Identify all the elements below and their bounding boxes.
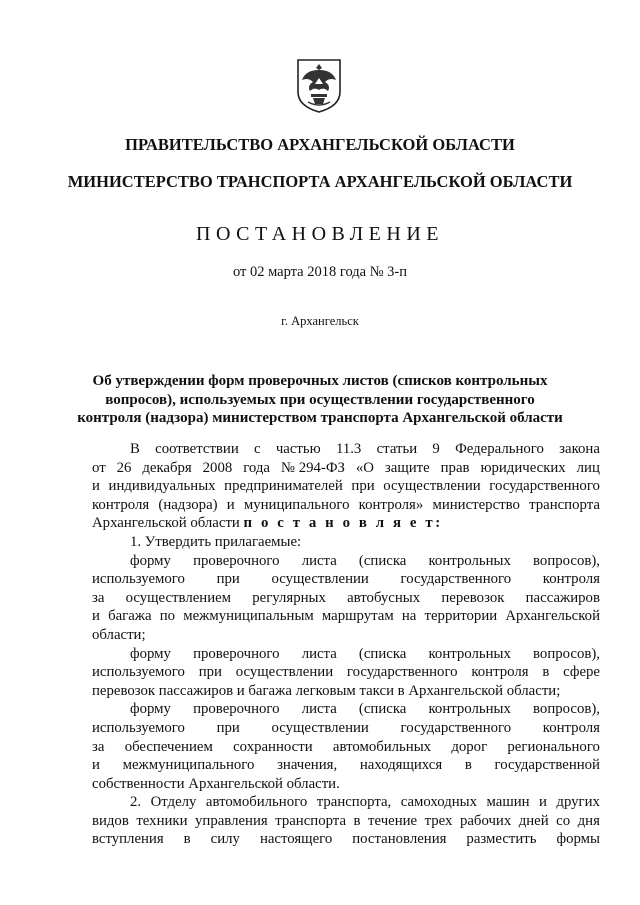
word: Федерального xyxy=(455,441,544,457)
word: декабря xyxy=(142,459,192,476)
word: и xyxy=(92,478,100,495)
word: предпринимателей xyxy=(224,478,343,495)
word: осуществлении xyxy=(235,664,334,681)
word: на xyxy=(401,608,417,625)
word: и xyxy=(539,794,547,811)
word: сфере xyxy=(563,664,600,681)
word: листа xyxy=(301,701,337,718)
document-title xyxy=(0,372,640,428)
word: листа xyxy=(301,645,337,662)
form-3-line xyxy=(92,738,600,757)
word: при xyxy=(216,571,240,588)
word: осуществлением xyxy=(125,589,232,606)
government-heading: ПРАВИТЕЛЬСТВО АРХАНГЕЛЬСКОЙ ОБЛАСТИ xyxy=(125,135,515,154)
preamble-line xyxy=(92,496,600,515)
word: контроля xyxy=(542,571,600,588)
item-2-line xyxy=(92,793,600,812)
word: находящихся xyxy=(359,757,443,774)
title-line: Об утверждении форм проверочных листов (списков контрольных xyxy=(92,373,548,389)
word: используемого xyxy=(92,571,185,588)
word: В xyxy=(130,441,140,457)
word: значения, xyxy=(277,757,338,774)
word: за xyxy=(92,589,105,606)
date-number: от 02 марта 2018 года № 3-п xyxy=(232,264,408,280)
word: (списка xyxy=(358,645,407,662)
word: разместить xyxy=(466,831,537,848)
resolves-keyword: п о с т а н о в л я е т: xyxy=(243,515,443,532)
word: лиц xyxy=(576,459,600,476)
form-3-line xyxy=(92,719,600,738)
word: частью xyxy=(275,441,321,457)
preamble-last-line: Архангельской области п о с т а н о в л я е т: xyxy=(92,515,443,532)
word: «О xyxy=(355,459,374,476)
word: и xyxy=(92,608,100,625)
word: управления xyxy=(195,812,268,829)
word: перевозок xyxy=(441,589,505,606)
word: с xyxy=(254,441,261,457)
form-1-line xyxy=(92,570,600,589)
word: автомобильного xyxy=(205,794,308,811)
word: Отделу xyxy=(150,794,197,811)
word: используемого xyxy=(92,719,185,736)
word: проверочного xyxy=(193,645,280,662)
word: 26 xyxy=(116,459,132,476)
word: постановления xyxy=(352,831,447,848)
word: от xyxy=(92,459,106,476)
word: автомобильных xyxy=(332,738,432,755)
word: по xyxy=(159,608,176,625)
form-1-last-line: области; xyxy=(92,626,146,643)
word: (списка xyxy=(358,552,407,569)
ministry-heading: МИНИСТЕРСТВО ТРАНСПОРТА АРХАНГЕЛЬСКОЙ ОБЛАСТИ xyxy=(67,172,573,191)
word: 11.3 xyxy=(335,441,362,457)
word: министерство xyxy=(432,496,520,513)
word: техники xyxy=(136,812,188,829)
word: государственного xyxy=(400,571,512,588)
form-3-line xyxy=(92,700,600,719)
word: маршрутам xyxy=(321,608,394,625)
word: контрольных xyxy=(428,701,511,718)
word: 2008 xyxy=(202,459,233,476)
word: в xyxy=(542,664,550,681)
word: осуществлении xyxy=(271,719,369,736)
word: при xyxy=(198,664,222,681)
word: видов xyxy=(92,812,129,829)
word: контроля» xyxy=(358,496,424,513)
form-1-line xyxy=(92,552,600,571)
word: проверочного xyxy=(193,701,280,718)
title-line: контроля (надзора) министерством транспорта Архангельской области xyxy=(77,410,563,426)
word: дней xyxy=(518,812,549,829)
form-2-last-line: перевозок пассажиров и багажа легковым такси в Архангельской области; xyxy=(92,682,561,699)
coat-of-arms-icon xyxy=(296,58,342,114)
word: дорог xyxy=(451,738,488,755)
word: 9 xyxy=(432,441,440,457)
word: формы xyxy=(556,831,600,848)
word: муниципального xyxy=(243,496,350,513)
word: при xyxy=(216,719,240,736)
city: г. Архангельск xyxy=(281,314,359,328)
word: вступления xyxy=(92,831,164,848)
word: проверочного xyxy=(193,552,280,569)
word: защите xyxy=(384,459,430,476)
word: настоящего xyxy=(259,831,333,848)
word: прав xyxy=(440,459,470,476)
form-1-line xyxy=(92,607,600,626)
word: контроля xyxy=(92,496,150,513)
word: государственного xyxy=(489,478,600,495)
word: Архангельской xyxy=(505,608,600,625)
word: государственного xyxy=(346,664,458,681)
word: контроля xyxy=(471,664,529,681)
word: при xyxy=(351,478,375,495)
word: 2. xyxy=(130,794,142,811)
item-1: 1. Утвердить прилагаемые: xyxy=(130,533,302,550)
word: автобусных xyxy=(347,589,421,606)
word: в xyxy=(464,757,472,774)
word: межмуниципального xyxy=(122,757,255,774)
preamble-line xyxy=(92,459,600,478)
word: в xyxy=(353,812,361,829)
word: юридических xyxy=(480,459,566,476)
word: в xyxy=(183,831,191,848)
word: индивидуальных xyxy=(108,478,216,495)
form-2-line xyxy=(92,645,600,664)
word: закона xyxy=(559,441,600,457)
word: вопросов), xyxy=(533,552,600,569)
document-body xyxy=(92,440,600,849)
word: транспорта, xyxy=(316,794,392,811)
word: течение xyxy=(368,812,418,829)
word: (списка xyxy=(358,701,407,718)
word: и xyxy=(226,496,235,513)
word: трех xyxy=(424,812,453,829)
word: контроля xyxy=(542,719,600,736)
word: машин xyxy=(486,794,530,811)
word: и xyxy=(92,757,100,774)
word: осуществлении xyxy=(383,478,481,495)
title-line: вопросов), используемых при осуществлении государственного xyxy=(105,391,535,408)
form-3-last-line: собственности Архангельской области. xyxy=(92,775,340,792)
word: форму xyxy=(130,552,171,569)
document-type: ПОСТАНОВЛЕНИЕ xyxy=(196,223,444,245)
word: силу xyxy=(210,831,240,848)
word: регулярных xyxy=(252,589,326,606)
word: контрольных xyxy=(428,645,511,662)
word: межмуниципальным xyxy=(183,608,314,625)
word: используемого xyxy=(92,664,185,681)
word: листа xyxy=(301,552,337,569)
word: государственного xyxy=(400,719,512,736)
word: территории xyxy=(424,608,498,625)
item-2-line xyxy=(92,812,600,831)
word: контрольных xyxy=(428,552,511,569)
word: государственной xyxy=(494,757,600,774)
word: рабочих xyxy=(459,812,512,829)
word: других xyxy=(556,794,600,811)
form-3-line xyxy=(92,756,600,775)
word: со xyxy=(556,812,571,829)
word: багажа xyxy=(108,608,152,625)
word: обеспечением xyxy=(124,738,213,755)
preamble-line xyxy=(92,440,600,459)
word: самоходных xyxy=(400,794,478,811)
item-2-line xyxy=(92,830,600,849)
word: за xyxy=(92,738,105,755)
form-1-line xyxy=(92,589,600,608)
word: дня xyxy=(577,812,600,829)
word: регионального xyxy=(507,738,600,755)
word: форму xyxy=(130,645,171,662)
word: года xyxy=(243,459,270,476)
word: транспорта xyxy=(275,812,347,829)
word: пассажиров xyxy=(525,589,600,606)
word: осуществлении xyxy=(271,571,369,588)
word: соответствии xyxy=(155,441,239,457)
word: транспорта xyxy=(529,496,600,513)
preamble-line xyxy=(92,477,600,496)
word: вопросов), xyxy=(533,701,600,718)
word: сохранности xyxy=(233,738,313,755)
word: форму xyxy=(130,701,171,718)
word: вопросов), xyxy=(533,645,600,662)
word: статьи xyxy=(376,441,418,457)
word: № 294-ФЗ xyxy=(280,459,345,476)
form-2-line xyxy=(92,663,600,682)
word: (надзора) xyxy=(158,496,218,513)
